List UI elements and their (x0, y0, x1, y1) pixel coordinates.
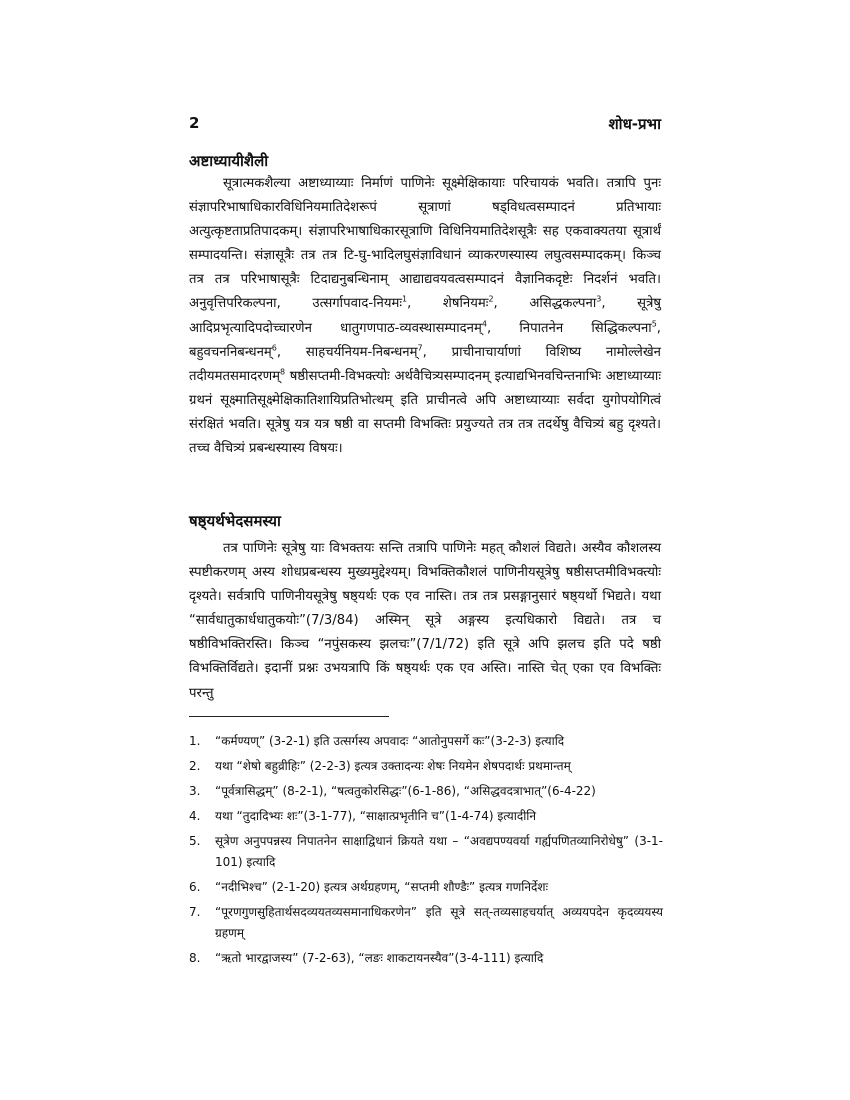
footnote-text: “कर्मण्यण्” (3-2-1) इति उत्सर्गस्य अपवादः “आतोनुपसर्गे कः”(3-2-3) इत्यादि (215, 734, 565, 748)
footnote-ref: 7 (417, 343, 423, 353)
running-head: शोध-प्रभा (608, 115, 661, 133)
footnote-item (189, 902, 663, 944)
footnote-number: 1. (189, 734, 201, 748)
footnote-text: यथा “शेषो बहुव्रीहिः” (2-2-3) इत्यत्र उक्तादन्यः शेषः नियमेन शेषपदार्थः प्रथमान्तम् (215, 759, 571, 773)
footnote-item (189, 831, 663, 873)
footnote-number: 4. (189, 809, 201, 823)
paragraph-text: , सूत्रेषु आदिप्रभृत्यादिपदोच्चारणेन धातुगणपाठ-व्यवस्थासम्पादनम् (189, 296, 661, 336)
footnote-ref: 1 (402, 295, 408, 305)
section-heading: अष्टाध्यायीशैली (189, 152, 269, 170)
paragraph-text: , साहचर्यनियम-निबन्धनम् (276, 344, 418, 360)
footnote-text: यथा “तुदादिभ्यः शः”(3-1-77), “साक्षात्प्रभृतीनि च”(1-4-74) इत्यादीनि (215, 809, 537, 823)
footnote-ref: 3 (596, 295, 602, 305)
footnote-text: “पूर्वत्रासिद्धम्” (8-2-1), “षत्वतुकोरसिद्धः”(6-1-86), “असिद्धवदत्राभात्”(6-4-22) (215, 784, 596, 798)
paragraph-text: , शेषनियमः (407, 296, 489, 312)
paragraph-text: , बहुवचननिबन्धनम् (189, 320, 661, 360)
page-number: 2 (189, 114, 200, 132)
footnote-item (189, 806, 663, 827)
paragraph-text: सूत्रात्मकशैल्या अष्टाध्याय्याः निर्माणं पाणिनेः सूक्ष्मेक्षिकायाः परिचायकं भवति। तत्रापि पुनः संज्ञापरिभाषाधिकारविधिनियमातिदेशरूपं सूत्राणां षड्विधत्वसम्पादनं प्रतिभायाः अत्युत्कृष्टताप्रतिपादकम्। संज्ञापरिभाषाधिकारसूत्राणि विधिनियमातिदेशसूत्रैः सह एकवाक्यतया सूत्रार्थं सम्पादयन्ति। संज्ञासूत्रैः तत्र तत्र टि-घु-भादिलघुसंज्ञाविधानं व्याकरणस्यास्य लघुत्वसम्पादकम्। किञ्च तत्र तत्र परिभाषासूत्रैः टिदाद्यनुबन्धिनाम् आद्याद्यवयवत्वसम्पादनं वैज्ञानिकदृष्टेः निदर्शनं भवति। अनुवृत्तिपरिकल्पना, उत्सर्गापवाद-नियमः (189, 176, 661, 312)
body-paragraph: तत्र पाणिनेः सूत्रेषु याः विभक्तयः सन्ति तत्रापि पाणिनेः महत् कौशलं विद्यते। अस्यैव कौशलस्य स्पष्टीकरणम् अस्य शोधप्रबन्धस्य मुख्यमुद्देश्यम्। विभक्तिकौशलं पाणिनीयसूत्रेषु षष्ठीसप्तमीविभक्त्योः दृश्यते। सर्वत्रापि पाणिनीयसूत्रेषु षष्ठ्यर्थः एक एव नास्ति। तत्र तत्र प्रसङ्गानुसारं षष्ठ्यर्थो भिद्यते। यथा “सार्वधातुकार्धधातुकयोः”(7/3/84) अस्मिन् सूत्रे अङ्गस्य इत्यधिकारो विद्यते। तत्र च षष्ठीविभक्तिरस्ति। किञ्च “नपुंसकस्य झलचः”(7/1/72) इति सूत्रे अपि झलच इति पदे षष्ठी विभक्तिर्विद्यते। इदानीं प्रश्नः उभयत्रापि किं षष्ठ्यर्थः एक एव अस्ति। नास्ति चेत् एका एव विभक्तिः परन्तु (189, 541, 661, 701)
footnote-number: 6. (189, 880, 201, 894)
footnote-ref: 5 (651, 319, 657, 329)
footnote-rule (189, 716, 389, 717)
footnote-ref: 2 (488, 295, 494, 305)
body-paragraph (189, 172, 661, 461)
paragraph-text: , प्राचीनाचार्याणां विशिष्य नामोल्लेखेन तदीयमतसमादरणम् (189, 344, 661, 384)
footnotes-list (189, 731, 663, 973)
footnote-text: “पूरणगुणसुहितार्थसदव्ययतव्यसमानाधिकरणेन” इति सूत्रे सत्-तव्यसाहचर्यात् अव्ययपदेन कृदव्ययस्य ग्रहणम् (215, 905, 663, 940)
paragraph-text: , असिद्धकल्पना (493, 296, 597, 312)
footnote-number: 5. (189, 834, 201, 848)
section-heading: षष्ठ्यर्थभेदसमस्या (189, 512, 281, 530)
footnote-item (189, 781, 663, 802)
footnote-item (189, 731, 663, 752)
footnote-text: “ऋतो भारद्वाजस्य” (7-2-63), “लङः शाकटायनस्यैव”(3-4-111) इत्यादि (215, 951, 544, 965)
footnote-ref: 6 (271, 343, 277, 353)
footnote-number: 3. (189, 784, 201, 798)
footnote-ref: 8 (280, 367, 286, 377)
footnote-text: “नदीभिश्च” (2-1-20) इत्यत्र अर्थग्रहणम्, “सप्तमी शौण्डैः” इत्यत्र गणनिर्देशः (215, 880, 548, 894)
footnote-ref: 4 (481, 319, 487, 329)
footnote-item (189, 756, 663, 777)
footnote-item (189, 948, 663, 969)
paragraph-text: षष्ठीसप्तमी-विभक्त्योः अर्थवैचित्र्यसम्पादनम् इत्याद्यभिनवचिन्तनाभिः अष्टाध्याय्याः ग्रथनं सूक्ष्मातिसूक्ष्मेक्षिकातिशायिप्रतिभोत्थम् इति प्राचीनत्वे अपि अष्टाध्याय्याः सर्वदा युगोपयोगित्वं संरक्षितं भवति। सूत्रेषु यत्र यत्र षष्ठी वा सप्तमी विभक्तिः प्रयुज्यते तत्र तत्र तदर्थेषु वैचित्र्यं बहु दृश्यते। तच्च वैचित्र्यं प्रबन्धस्यास्य विषयः। (189, 368, 661, 457)
paragraph-text: , निपातनेन सिद्धिकल्पना (486, 320, 652, 336)
footnote-number: 2. (189, 759, 201, 773)
footnote-item (189, 877, 663, 898)
footnote-number: 8. (189, 951, 201, 965)
footnote-text: सूत्रेण अनुपपन्नस्य निपातनेन साक्षाद्विधानं क्रियते यथा – “अवद्यपण्यवर्या गर्ह्यपणितव्यानिरोधेषु” (3-1-101) इत्यादि (215, 834, 663, 869)
footnote-number: 7. (189, 905, 201, 919)
